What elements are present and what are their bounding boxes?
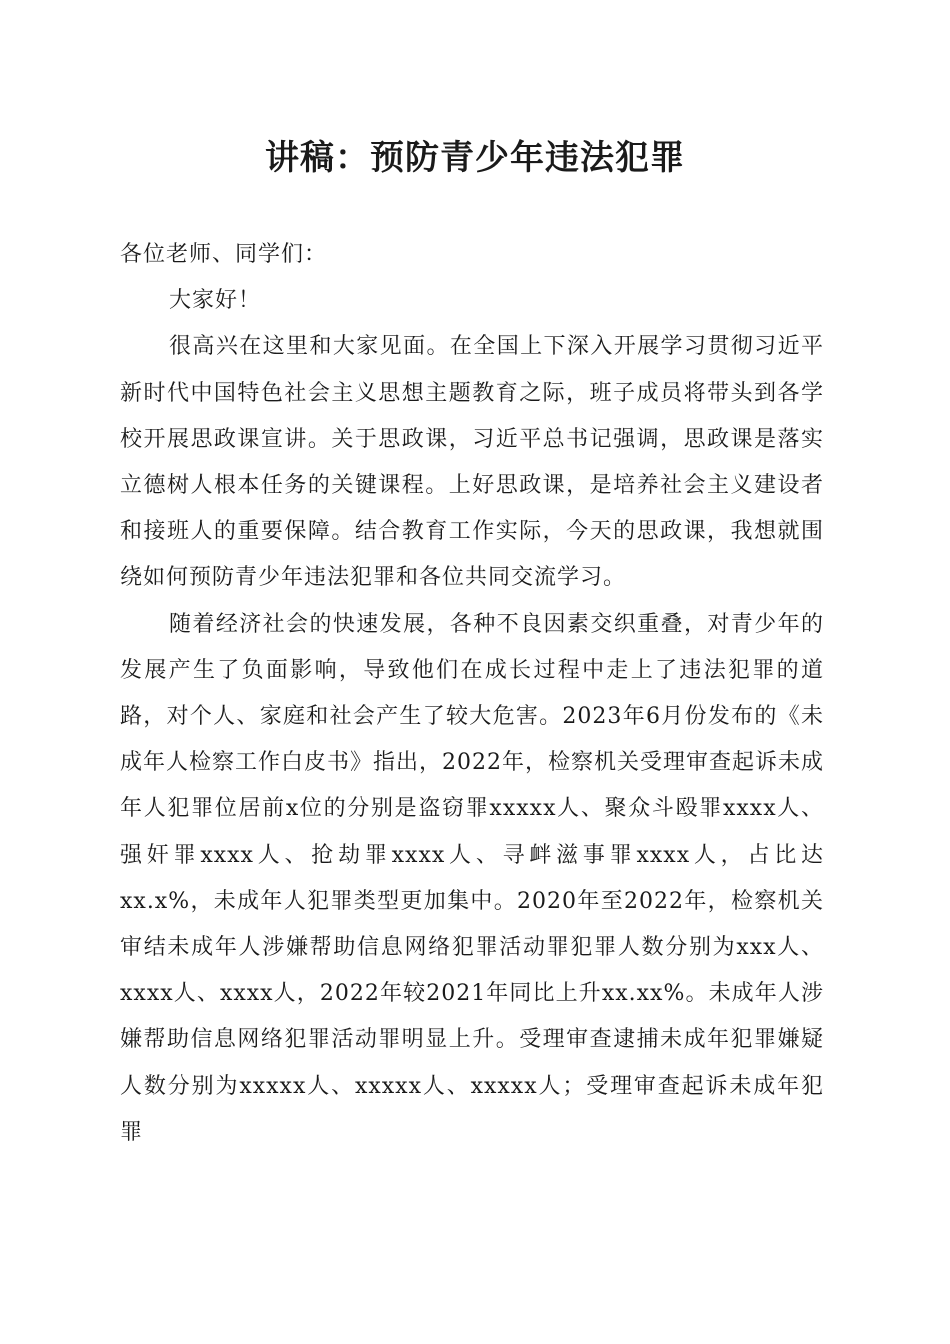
salutation-paragraph: 各位老师、同学们： <box>120 242 328 267</box>
body-paragraph-2: 随着经济社会的快速发展，各种不良因素交织重叠，对青少年的发展产生了负面影响，导致他们在成长过程中走上了违法犯罪的道路，对个人、家庭和社会产生了较大危害。2023年6月份发布的《未成年人检察工作白皮书》指出，2022年，检察机关受理审查起诉未成年人犯罪位居前x位的分别是盗窃罪xxxxx人、聚众斗殴罪xxxx人、强奸罪xxxx人、抢劫罪xxxx人、寻衅滋事罪xxxx人，占比达xx.x%，未成年人犯罪类型更加集中。2020年至2022年，检察机关审结未成年人涉嫌帮助信息网络犯罪活动罪犯罪人数分别为xxx人、xxxx人、xxxx人，2022年较2021年同比上升xx.xx%。未成年人涉嫌帮助信息网络犯罪活动罪明显上升。受理审查逮捕未成年犯罪嫌疑人数分别为xxxxx人、xxxxx人、xxxxx人；受理审查起诉未成年犯罪 <box>120 611 824 1145</box>
greeting-paragraph: 大家好！ <box>169 288 262 314</box>
document-body <box>120 232 824 1156</box>
document-title: 讲稿：预防青少年违法犯罪 <box>265 138 685 178</box>
body-paragraph-1: 很高兴在这里和大家见面。在全国上下深入开展学习贯彻习近平新时代中国特色社会主义思想主题教育之际，班子成员将带头到各学校开展思政课宣讲。关于思政课，习近平总书记强调，思政课是落实立德树人根本任务的关键课程。上好思政课，是培养社会主义建设者和接班人的重要保障。结合教育工作实际，今天的思政课，我想就围绕如何预防青少年违法犯罪和各位共同交流学习。 <box>120 334 824 591</box>
